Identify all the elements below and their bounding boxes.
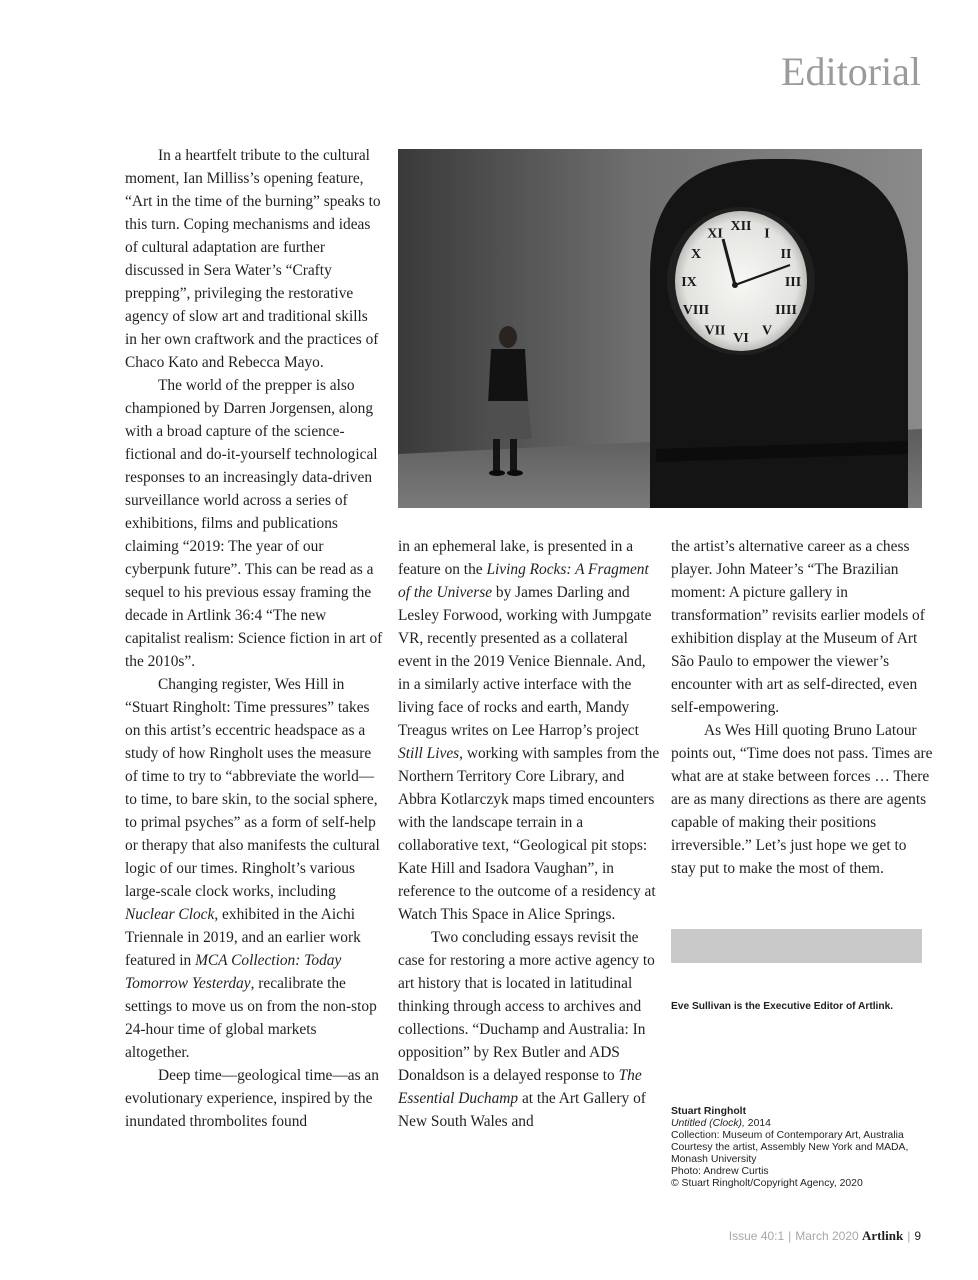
- clock-installation-image: [398, 149, 922, 508]
- footer-separator: |: [907, 1229, 911, 1243]
- text-run: Deep time—geological time—as an evolutionary experience, inspired by the inundated thrombolites found: [125, 1067, 379, 1130]
- text-run: Changing register, Wes Hill in “Stuart Ringholt: Time pressures” takes on this artist’s eccentric headspace as a study of how Ringholt uses the measure of time to try to “abbreviate the world—to time, to bare skin, to the social sphere, to primal psyches” as a form of self-help or therapy that also manifests the cultural logic of our times. Ringholt’s various large-scale clock works, including: [125, 676, 380, 900]
- paragraph: [398, 535, 660, 926]
- text-run: by James Darling and Lesley Forwood, working with Jumpgate VR, recently presented as a collateral event in the 2019 Venice Biennale. And, in a similarly active interface with the living face of rocks and earth, Mandy Treagus writes on Lee Harrop’s project: [398, 584, 652, 739]
- clock-numeral: VI: [733, 331, 749, 346]
- paragraph: [398, 926, 660, 1133]
- text-run: In a heartfelt tribute to the cultural moment, Ian Milliss’s opening feature, “Art in the time of the burning” speaks to this turn. Coping mechanisms and ideas of cultural adaptation are further discussed in Sera Water’s “Crafty prepping”, privileging the restorative agency of slow art and traditional skills in her own craftwork and the practices of Chaco Kato and Rebecca Mayo.: [125, 147, 381, 371]
- section-title: Editorial: [781, 49, 921, 94]
- paragraph: [125, 144, 383, 374]
- text-run: at the Art Gallery of New South Wales and: [398, 1090, 646, 1130]
- clock-numeral: V: [761, 323, 773, 339]
- footer-issue: Issue 40:1: [728, 1229, 785, 1243]
- caption-work: [671, 1118, 931, 1130]
- text-run: in an ephemeral lake, is presented in a feature on the: [398, 538, 634, 578]
- clock-numeral: VII: [704, 323, 726, 339]
- italic-title: The Essential Duchamp: [398, 1067, 642, 1107]
- caption-year: 2014: [744, 1118, 771, 1129]
- image-caption: [671, 1106, 931, 1190]
- text-run: The world of the prepper is also championed by Darren Jorgensen, along with a broad capture of the science-fictional and do-it-yourself technological responses to an increasingly data-driven surveillance world across a series of exhibitions, films and publications claiming “2019: The year of our cyberpunk future”. This can be read as a sequel to his previous essay framing the decade in Artlink 36:4 “The new capitalist realism: Science fiction in art of the 2010s”.: [125, 377, 383, 670]
- caption-line: © Stuart Ringholt/Copyright Agency, 2020: [671, 1178, 863, 1189]
- text-run: , recalibrate the settings to move us on from the non-stop 24-hour time of global markets altogether.: [125, 975, 377, 1061]
- clock-numeral: XI: [707, 226, 723, 242]
- paragraph: [125, 374, 383, 673]
- text-run: , working with samples from the Northern Territory Core Library, and Abbra Kotlarczyk maps timed encounters with the landscape terrain in a collaborative text, “Geological pit stops: Kate Hill and Isadora Vaughan”, in reference to the outcome of a residency at Watch This Space in Alice Springs.: [398, 745, 660, 923]
- caption-line: Photo: Andrew Curtis: [671, 1166, 769, 1177]
- clock-numeral: VIII: [682, 303, 710, 318]
- article-column-2: [398, 535, 660, 1133]
- clock-numeral: II: [780, 247, 792, 262]
- clock-numeral: X: [690, 247, 702, 262]
- clock-numeral: IIII: [775, 303, 797, 318]
- clock-numeral: III: [784, 275, 802, 290]
- clock-numeral: I: [764, 226, 770, 242]
- italic-title: MCA Collection: Today Tomorrow Yesterday: [125, 952, 342, 992]
- text-run: , exhibited in the Aichi Triennale in 2019, and an earlier work featured in: [125, 906, 361, 969]
- paragraph: [671, 535, 933, 719]
- text-run: the artist’s alternative career as a chess player. John Mateer’s “The Brazilian moment: A picture gallery in transformation” revisits earlier models of exhibition display at the Museum of Art São Paulo to empower the viewer’s encounter with art as self-directed, even self-empowering.: [671, 538, 925, 716]
- page-footer: [729, 1228, 921, 1244]
- paragraph: [125, 673, 383, 1064]
- text-run: Two concluding essays revisit the case for restoring a more active agency to art history that is located in latitudinal thinking through access to archives and collections. “Duchamp and Australia: In opposition” by Rex Butler and ADS Donaldson is a delayed response to: [398, 929, 655, 1084]
- text-run: As Wes Hill quoting Bruno Latour points out, “Time does not pass. Times are what are at stake between forces … There are as many directions as there are agents capable of making their positions irreversible.” Let’s just hope we get to stay put to make the most of them.: [671, 722, 933, 877]
- artwork-photo: [398, 149, 922, 508]
- footer-separator: |: [788, 1229, 792, 1243]
- article-column-3: [671, 535, 933, 880]
- paragraph: [125, 1064, 383, 1133]
- footer-brand: Artlink: [862, 1228, 904, 1243]
- clock-hub: [732, 282, 738, 288]
- article-column-1: [125, 144, 383, 1133]
- footer-date: March 2020: [795, 1229, 859, 1243]
- page-number: 9: [914, 1229, 921, 1243]
- clock-numeral: XII: [730, 219, 752, 234]
- italic-title: Still Lives: [398, 745, 460, 762]
- caption-work-title: Untitled (Clock),: [671, 1118, 745, 1129]
- clock-numeral: IX: [681, 275, 697, 290]
- paragraph: [671, 719, 933, 880]
- caption-line: Courtesy the artist, Assembly New York and MADA, Monash University: [671, 1142, 909, 1165]
- caption-artist: Stuart Ringholt: [671, 1106, 747, 1117]
- decorative-grey-bar: [671, 929, 922, 963]
- author-bio: Eve Sullivan is the Executive Editor of Artlink.: [671, 1001, 894, 1012]
- caption-line: Collection: Museum of Contemporary Art, Australia: [671, 1130, 904, 1141]
- italic-title: Living Rocks: A Fragment of the Universe: [398, 561, 649, 601]
- italic-title: Nuclear Clock: [125, 906, 215, 923]
